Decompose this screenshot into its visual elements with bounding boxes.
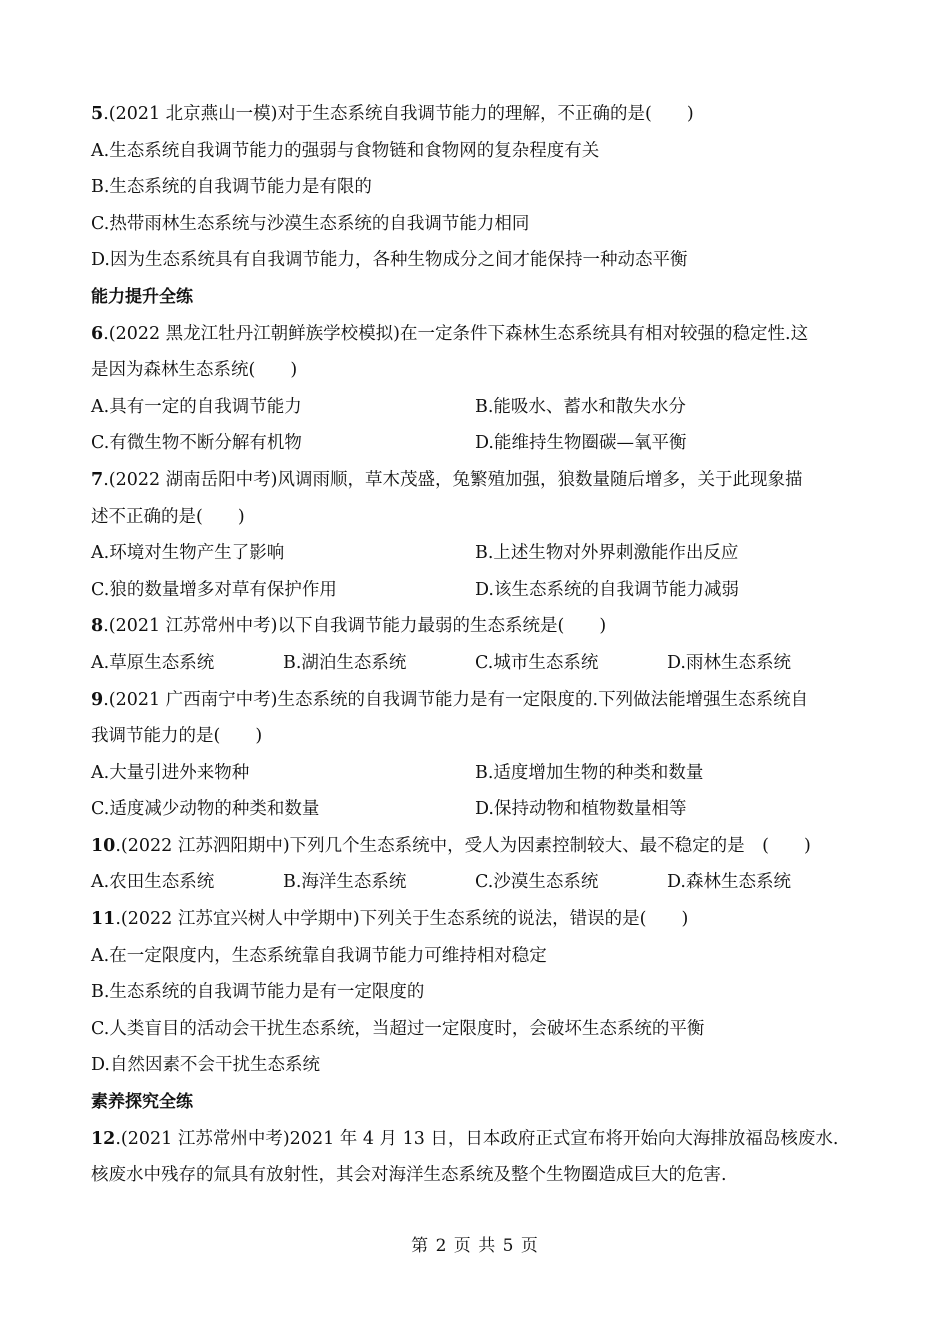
question-stem-continued: 核废水中残存的氚具有放射性，其会对海洋生态系统及整个生物圈造成巨大的危害. <box>91 1165 727 1186</box>
option-a: A.环境对生物产生了影响 <box>91 543 285 564</box>
option-c: C.城市生态系统 <box>475 652 599 673</box>
option-a: A.生态系统自我调节能力的强弱与食物链和食物网的复杂程度有关 <box>91 140 600 161</box>
option-row <box>91 864 866 901</box>
option-c: C.人类盲目的活动会干扰生态系统，当超过一定限度时，会破坏生态系统的平衡 <box>91 1018 705 1039</box>
question-number: 8 <box>91 616 104 637</box>
question-number: 6 <box>91 323 104 344</box>
option-c: C.适度减少动物的种类和数量 <box>91 799 320 820</box>
option-c: C.沙漠生态系统 <box>475 872 599 893</box>
question-6 <box>91 316 866 462</box>
section-heading: 素养探究全练 <box>91 1092 193 1113</box>
option-b: B.适度增加生物的种类和数量 <box>475 762 704 783</box>
option-d: D.森林生态系统 <box>667 872 791 893</box>
option-a: A.在一定限度内，生态系统靠自我调节能力可维持相对稳定 <box>91 945 547 966</box>
option-b: B.生态系统的自我调节能力是有一定限度的 <box>91 982 425 1003</box>
question-stem-continued: 述不正确的是( ) <box>91 506 245 527</box>
option-c: C.有微生物不断分解有机物 <box>91 433 302 454</box>
document-page <box>91 96 866 1194</box>
question-stem: 6.(2022 黑龙江牡丹江朝鲜族学校模拟)在一定条件下森林生态系统具有相对较强的稳定性.这 <box>91 323 809 344</box>
question-8 <box>91 608 866 681</box>
page-footer: 第 2 页 共 5 页 <box>411 1236 539 1256</box>
question-9 <box>91 682 866 828</box>
question-11 <box>91 901 866 1084</box>
option-row <box>91 791 866 828</box>
option-d: D.雨林生态系统 <box>667 652 791 673</box>
question-number: 9 <box>91 689 104 710</box>
option-row <box>91 535 866 572</box>
question-number: 5 <box>91 104 104 124</box>
question-10 <box>91 828 866 901</box>
option-b: B.能吸水、蓄水和散失水分 <box>475 396 686 417</box>
question-stem-continued: 是因为森林生态系统( ) <box>91 360 298 381</box>
question-number: 11 <box>91 909 116 930</box>
option-d: D.自然因素不会干扰生态系统 <box>91 1055 320 1076</box>
option-d: D.因为生态系统具有自我调节能力，各种生物成分之间才能保持一种动态平衡 <box>91 250 688 271</box>
question-number: 12 <box>91 1128 116 1149</box>
option-d: D.能维持生物圈碳—氧平衡 <box>475 433 687 454</box>
question-stem: 8.(2021 江苏常州中考)以下自我调节能力最弱的生态系统是( ) <box>91 616 607 637</box>
question-5 <box>91 96 866 279</box>
option-b: B.上述生物对外界刺激能作出反应 <box>475 543 739 564</box>
option-row <box>91 389 866 426</box>
question-stem: 12.(2021 江苏常州中考)2021 年 4 月 13 日，日本政府正式宣布将开始向大海排放福岛核废水. <box>91 1128 839 1149</box>
option-row <box>91 572 866 609</box>
section-heading: 能力提升全练 <box>91 286 193 307</box>
question-stem-continued: 我调节能力的是( ) <box>91 726 263 747</box>
question-stem: 9.(2021 广西南宁中考)生态系统的自我调节能力是有一定限度的.下列做法能增强生态系统自 <box>91 689 809 710</box>
option-c: C.热带雨林生态系统与沙漠生态系统的自我调节能力相同 <box>91 213 530 234</box>
question-stem: 10.(2022 江苏泗阳期中)下列几个生态系统中，受人为因素控制较大、最不稳定的是 ( ) <box>91 835 811 856</box>
option-a: A.农田生态系统 <box>91 872 215 893</box>
question-stem: 7.(2022 湖南岳阳中考)风调雨顺，草木茂盛，兔繁殖加强，狼数量随后增多，关于此现象描 <box>91 469 803 490</box>
question-7 <box>91 462 866 608</box>
option-c: C.狼的数量增多对草有保护作用 <box>91 579 337 600</box>
option-a: A.具有一定的自我调节能力 <box>91 396 302 417</box>
option-row <box>91 425 866 462</box>
question-number: 10 <box>91 835 116 856</box>
option-b: B.生态系统的自我调节能力是有限的 <box>91 177 372 198</box>
option-b: B.湖泊生态系统 <box>283 652 407 673</box>
option-d: D.保持动物和植物数量相等 <box>475 799 687 820</box>
question-stem: 5.(2021 北京燕山一模)对于生态系统自我调节能力的理解，不正确的是( ) <box>91 104 694 124</box>
option-d: D.该生态系统的自我调节能力减弱 <box>475 579 739 600</box>
option-a: A.大量引进外来物种 <box>91 762 250 783</box>
option-b: B.海洋生态系统 <box>283 872 407 893</box>
question-12 <box>91 1121 866 1194</box>
question-number: 7 <box>91 469 104 490</box>
question-stem: 11.(2022 江苏宜兴树人中学期中)下列关于生态系统的说法，错误的是( ) <box>91 909 689 930</box>
option-row <box>91 755 866 792</box>
option-a: A.草原生态系统 <box>91 652 215 673</box>
option-row <box>91 645 866 682</box>
